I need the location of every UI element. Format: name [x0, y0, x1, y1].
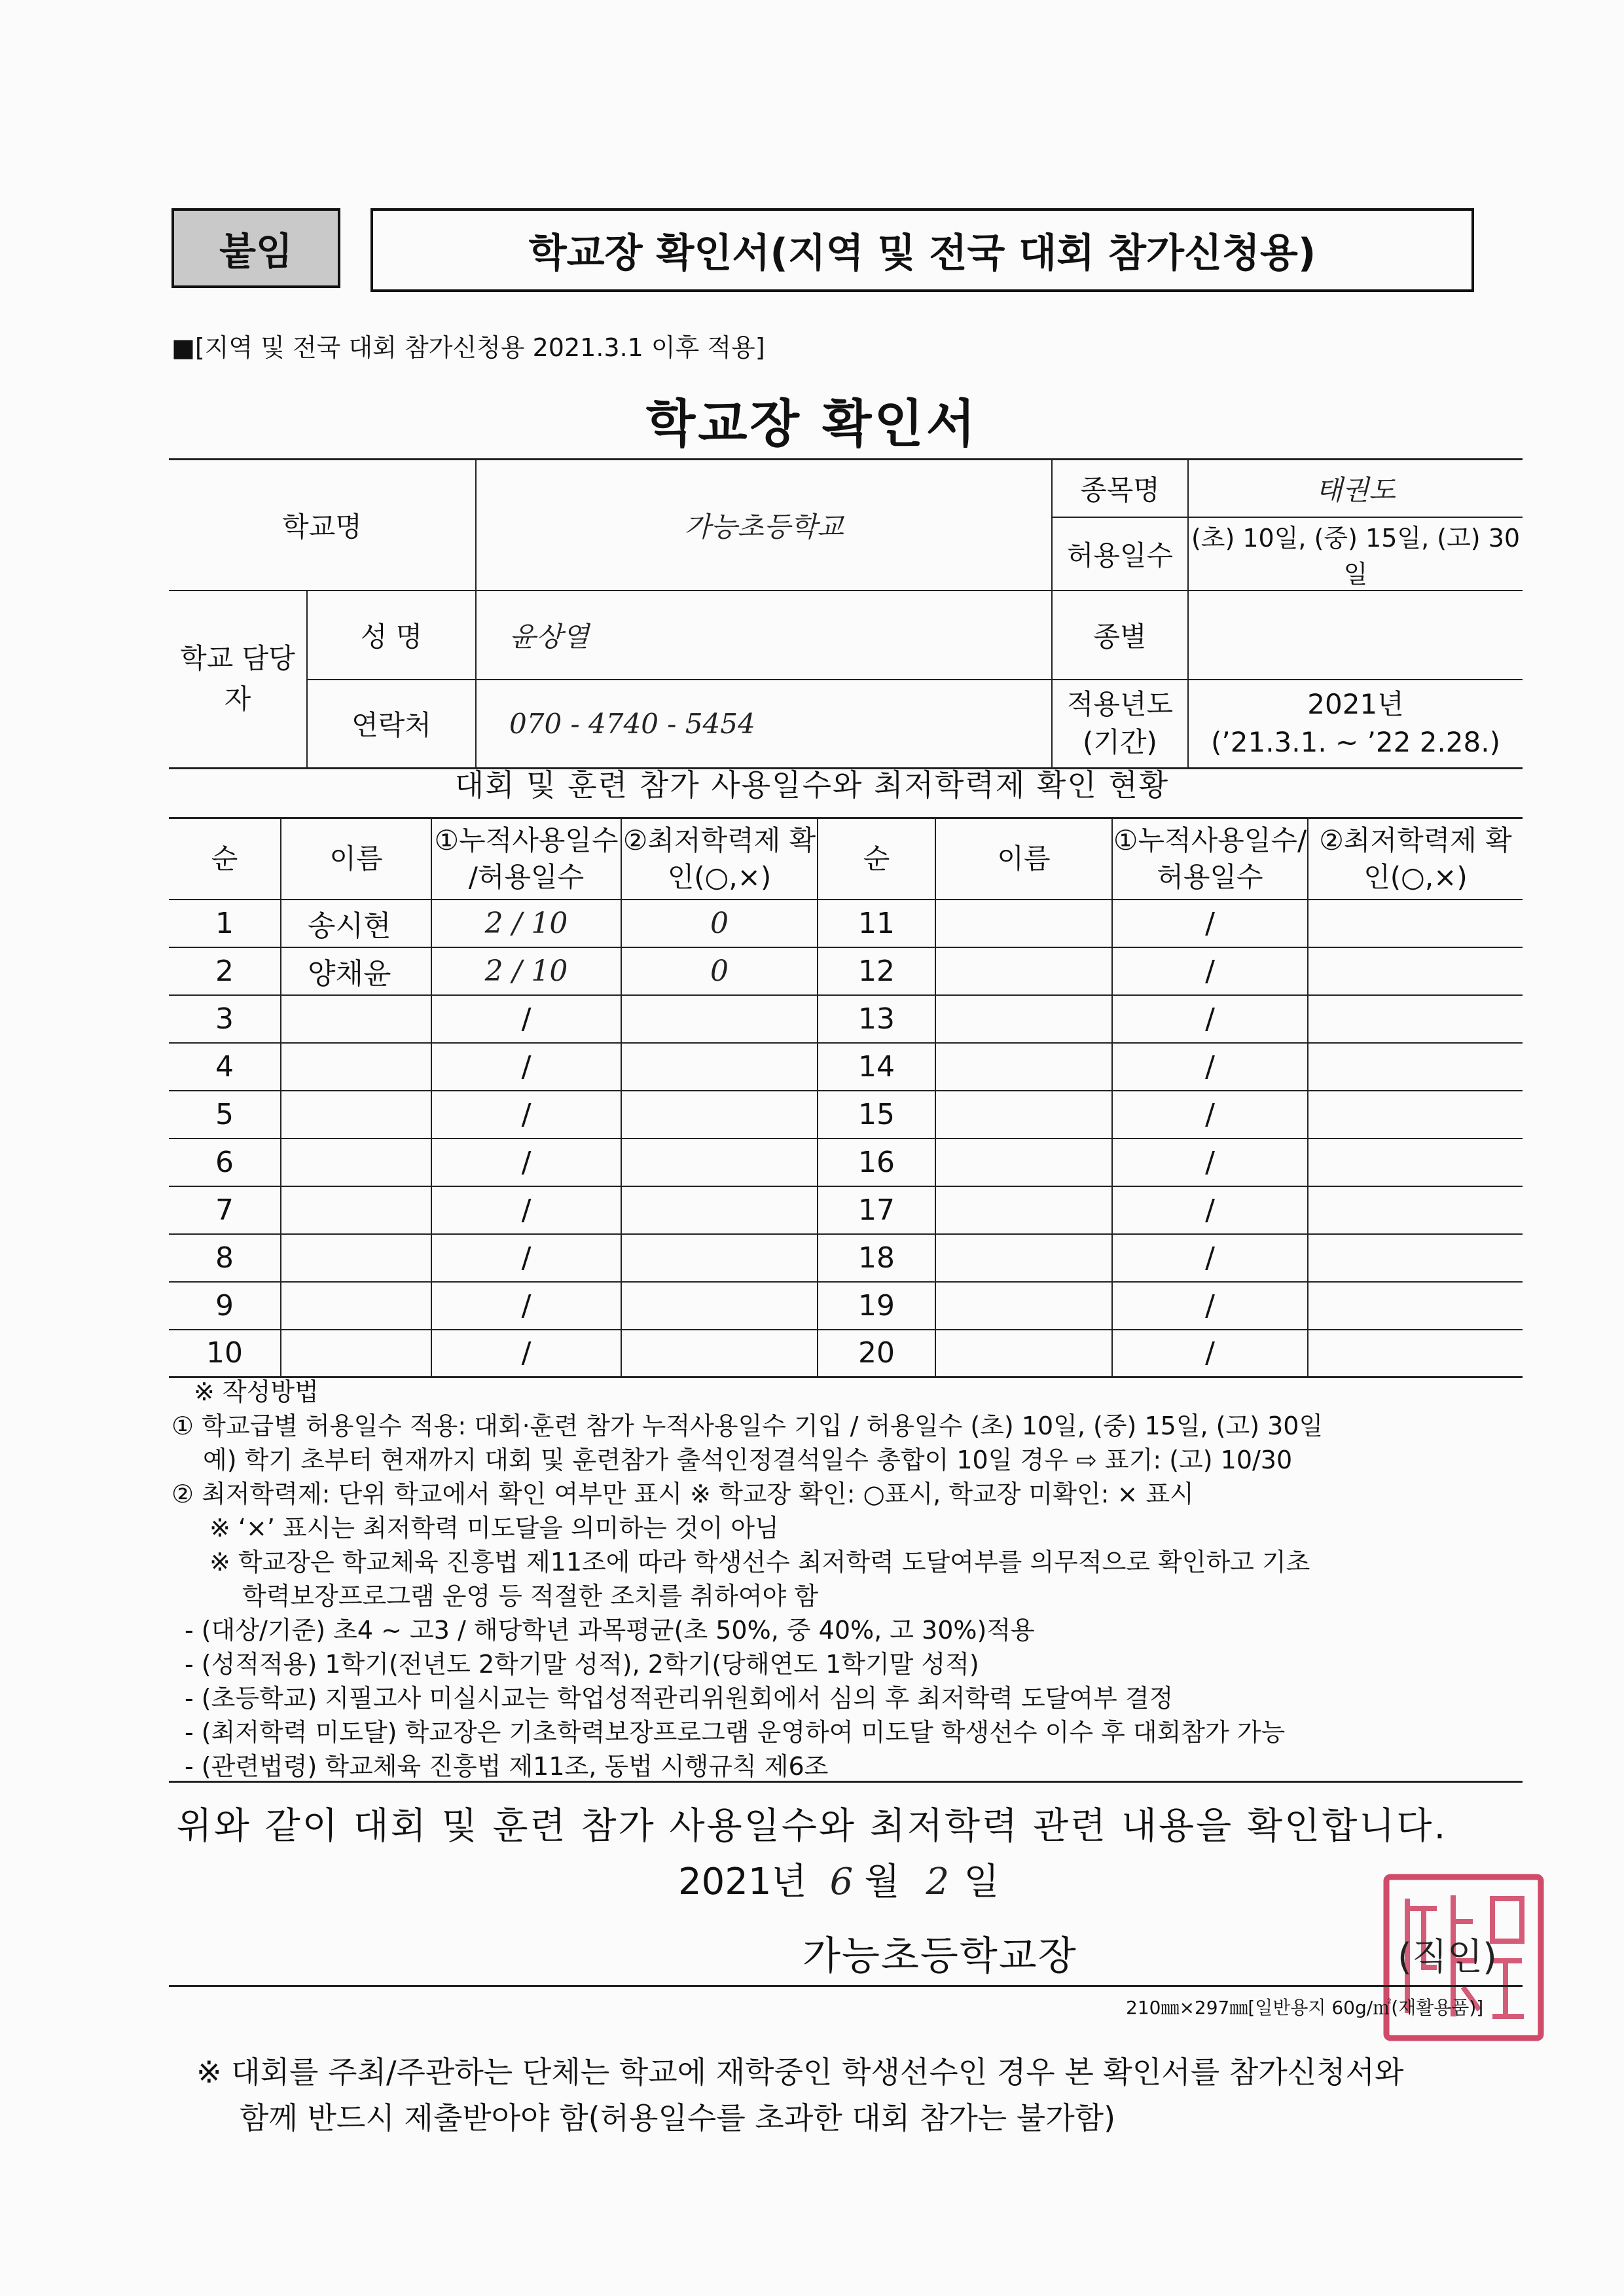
row-name-left [281, 1139, 431, 1186]
instruction-heading: ※ 작성방법 [194, 1377, 319, 1406]
row-days-left: / [431, 1139, 621, 1186]
row-grade-right [1308, 995, 1523, 1043]
row-grade-right [1308, 1330, 1523, 1377]
manager-name-value: 윤상열 [476, 591, 1052, 680]
year-value-line1: 2021년 [1307, 688, 1404, 721]
row-grade-left: 0 [621, 947, 818, 995]
row-grade-left [621, 1043, 818, 1091]
row-name-left [281, 1091, 431, 1139]
gender-value [1188, 591, 1523, 680]
col-days-left: ①누적사용일수 /허용일수 [431, 818, 621, 900]
year-label: 적용년도 (기간) [1052, 680, 1188, 769]
instruction-item: 학력보장프로그램 운영 등 적절한 조치를 취하여야 함 [242, 1582, 819, 1611]
row-grade-left [621, 1282, 818, 1330]
row-grade-left [621, 995, 818, 1043]
row-days-left: / [431, 1330, 621, 1377]
contact-value: 070 - 4740 - 5454 [476, 680, 1052, 769]
row-days-right: / [1112, 1330, 1308, 1377]
instruction-item: - (초등학교) 지필고사 미실시교는 학업성적관리위원회에서 심의 후 최저학력 도달여부 결정 [185, 1684, 1174, 1713]
row-name-right [935, 1139, 1112, 1186]
col-num-right: 순 [818, 818, 935, 900]
allowed-days-value: (초) 10일, (중) 15일, (고) 30일 [1188, 517, 1523, 591]
row-grade-right [1308, 1091, 1523, 1139]
row-grade-left [621, 1234, 818, 1282]
info-table [169, 458, 1523, 769]
row-num-left: 7 [169, 1186, 281, 1234]
contact-label: 연락처 [307, 680, 476, 769]
instruction-item: - (관련법령) 학교체육 진흥법 제11조, 동법 시행규칙 제6조 [185, 1752, 829, 1781]
attachment-badge: 붙임 [171, 208, 340, 288]
row-name-right [935, 1234, 1112, 1282]
event-value: 태권도 [1188, 460, 1523, 517]
row-days-left: / [431, 1043, 621, 1091]
footer-line2: 함께 반드시 제출받아야 함(허용일수를 초과한 대회 참가는 불가함) [240, 2100, 1116, 2136]
instruction-item: ※ ‘×’ 표시는 최저학력 미도달을 의미하는 것이 아님 [209, 1514, 779, 1542]
row-num-right: 18 [818, 1234, 935, 1282]
row-name-left: 양채윤 [281, 947, 431, 995]
table-row [169, 1139, 1523, 1186]
row-days-left: 2 / 10 [431, 900, 621, 947]
row-num-left: 3 [169, 995, 281, 1043]
table-row [169, 995, 1523, 1043]
instruction-item: ② 최저학력제: 단위 학교에서 확인 여부만 표시 ※ 학교장 확인: ○표시, 학교장 미확인: × 표시 [171, 1480, 1194, 1508]
document-headline: 학교장 확인서(지역 및 전국 대회 참가신청용) [370, 208, 1474, 292]
row-name-right [935, 995, 1112, 1043]
instruction-item: ① 학교급별 허용일수 적용: 대회·훈련 참가 누적사용일수 기입 / 허용일수 (초) 10일, (중) 15일, (고) 30일 [171, 1412, 1324, 1440]
row-num-left: 8 [169, 1234, 281, 1282]
confirmation-statement: 위와 같이 대회 및 훈련 참가 사용일수와 최저학력 관련 내용을 확인합니다. [176, 1805, 1448, 1848]
col-days-right: ①누적사용일수/ 허용일수 [1112, 818, 1308, 900]
table-row [169, 1091, 1523, 1139]
paper-spec: 210㎜×297㎜[일반용지 60g/㎡(재활용품)] [1126, 1997, 1484, 2018]
year-value-line2: (’21.3.1. ~ ’22 2.28.) [1211, 726, 1500, 759]
year-value [1188, 680, 1523, 769]
row-name-left [281, 1186, 431, 1234]
row-name-right [935, 1043, 1112, 1091]
roster-header-row [169, 818, 1523, 900]
row-days-right: / [1112, 1186, 1308, 1234]
row-grade-left [621, 1139, 818, 1186]
col-name-right: 이름 [935, 818, 1112, 900]
row-name-right [935, 1330, 1112, 1377]
row-days-right: / [1112, 947, 1308, 995]
row-num-left: 9 [169, 1282, 281, 1330]
manager-label: 학교 담당자 [169, 591, 307, 769]
school-name-label: 학교명 [169, 460, 476, 591]
row-num-right: 14 [818, 1043, 935, 1091]
row-days-left: / [431, 1282, 621, 1330]
row-grade-left [621, 1091, 818, 1139]
principal-name: 가능초등학교장 [803, 1933, 1077, 1979]
row-days-left: / [431, 995, 621, 1043]
table-row [169, 1330, 1523, 1377]
row-name-right [935, 1186, 1112, 1234]
allowed-days-label: 허용일수 [1052, 517, 1188, 591]
row-num-right: 11 [818, 900, 935, 947]
row-grade-right [1308, 1282, 1523, 1330]
row-days-left: / [431, 1091, 621, 1139]
month-unit: 월 [864, 1861, 900, 1903]
row-num-left: 5 [169, 1091, 281, 1139]
seal-label: (직인) [1398, 1936, 1497, 1978]
roster-table [169, 817, 1523, 1378]
instruction-item: - (성적적용) 1학기(전년도 2학기말 성적), 2학기(당해연도 1학기말 성적) [185, 1650, 979, 1679]
instruction-item: 예) 학기 초부터 현재까지 대회 및 훈련참가 출석인정결석일수 총합이 10일 경우 ⇨ 표기: (고) 10/30 [203, 1446, 1293, 1474]
row-name-right [935, 900, 1112, 947]
col-grade-right: ②최저학력제 확인(○,×) [1308, 818, 1523, 900]
divider [169, 1781, 1523, 1783]
row-name-left [281, 1234, 431, 1282]
roster-title: 대회 및 훈련 참가 사용일수와 최저학력제 확인 현황 [454, 767, 1170, 803]
row-num-right: 16 [818, 1139, 935, 1186]
col-grade-left: ②최저학력제 확인(○,×) [621, 818, 818, 900]
event-label: 종목명 [1052, 460, 1188, 517]
form-title: 학교장 확인서 [645, 395, 979, 454]
row-name-left [281, 1043, 431, 1091]
row-name-left [281, 1282, 431, 1330]
row-grade-left: 0 [621, 900, 818, 947]
date-year: 2021년 [678, 1861, 807, 1903]
applicability-note: ■[지역 및 전국 대회 참가신청용 2021.3.1 이후 적용] [171, 333, 765, 362]
row-days-right: / [1112, 1139, 1308, 1186]
row-num-right: 15 [818, 1091, 935, 1139]
date-month: 6 [829, 1861, 854, 1903]
row-days-right: / [1112, 900, 1308, 947]
row-days-left: 2 / 10 [431, 947, 621, 995]
table-row [169, 947, 1523, 995]
row-num-left: 6 [169, 1139, 281, 1186]
row-num-right: 20 [818, 1330, 935, 1377]
row-num-left: 1 [169, 900, 281, 947]
table-row [169, 1186, 1523, 1234]
row-num-right: 19 [818, 1282, 935, 1330]
instruction-item: - (최저학력 미도달) 학교장은 기초학력보장프로그램 운영하여 미도달 학생선수 이수 후 대회참가 가능 [185, 1718, 1286, 1747]
col-num-left: 순 [169, 818, 281, 900]
row-grade-right [1308, 1186, 1523, 1234]
school-name-value: 가능초등학교 [476, 460, 1052, 591]
table-row [169, 1043, 1523, 1091]
row-days-right: / [1112, 1234, 1308, 1282]
row-name-right [935, 1091, 1112, 1139]
date-day: 2 [926, 1861, 950, 1903]
row-grade-left [621, 1186, 818, 1234]
row-name-left: 송시현 [281, 900, 431, 947]
divider [169, 1985, 1523, 1987]
row-days-right: / [1112, 1043, 1308, 1091]
instruction-item: - (대상/기준) 초4 ~ 고3 / 해당학년 과목평균(초 50%, 중 40%, 고 30%)적용 [185, 1616, 1035, 1645]
instructions [171, 1375, 1533, 1783]
row-grade-right [1308, 900, 1523, 947]
row-grade-right [1308, 1139, 1523, 1186]
row-grade-left [621, 1330, 818, 1377]
row-name-left [281, 995, 431, 1043]
col-name-left: 이름 [281, 818, 431, 900]
row-grade-right [1308, 1234, 1523, 1282]
row-days-left: / [431, 1234, 621, 1282]
table-row [169, 1282, 1523, 1330]
row-days-right: / [1112, 1091, 1308, 1139]
row-name-right [935, 1282, 1112, 1330]
row-num-right: 13 [818, 995, 935, 1043]
confirmation-date [678, 1853, 999, 1905]
row-num-right: 17 [818, 1186, 935, 1234]
row-name-left [281, 1330, 431, 1377]
row-name-right [935, 947, 1112, 995]
footer-line1: ※ 대회를 주최/주관하는 단체는 학교에 재학중인 학생선수인 경우 본 확인서를 참가신청서와 [196, 2054, 1404, 2090]
row-num-left: 2 [169, 947, 281, 995]
gender-label: 종별 [1052, 591, 1188, 680]
row-days-left: / [431, 1186, 621, 1234]
row-days-right: / [1112, 995, 1308, 1043]
row-num-left: 10 [169, 1330, 281, 1377]
row-grade-right [1308, 947, 1523, 995]
instruction-item: ※ 학교장은 학교체육 진흥법 제11조에 따라 학생선수 최저학력 도달여부를 의무적으로 확인하고 기초 [209, 1548, 1310, 1576]
table-row [169, 1234, 1523, 1282]
footer-note [196, 2049, 1506, 2141]
row-num-right: 12 [818, 947, 935, 995]
row-grade-right [1308, 1043, 1523, 1091]
row-num-left: 4 [169, 1043, 281, 1091]
table-row [169, 900, 1523, 947]
day-unit: 일 [964, 1861, 1000, 1903]
row-days-right: / [1112, 1282, 1308, 1330]
manager-name-label: 성 명 [307, 591, 476, 680]
